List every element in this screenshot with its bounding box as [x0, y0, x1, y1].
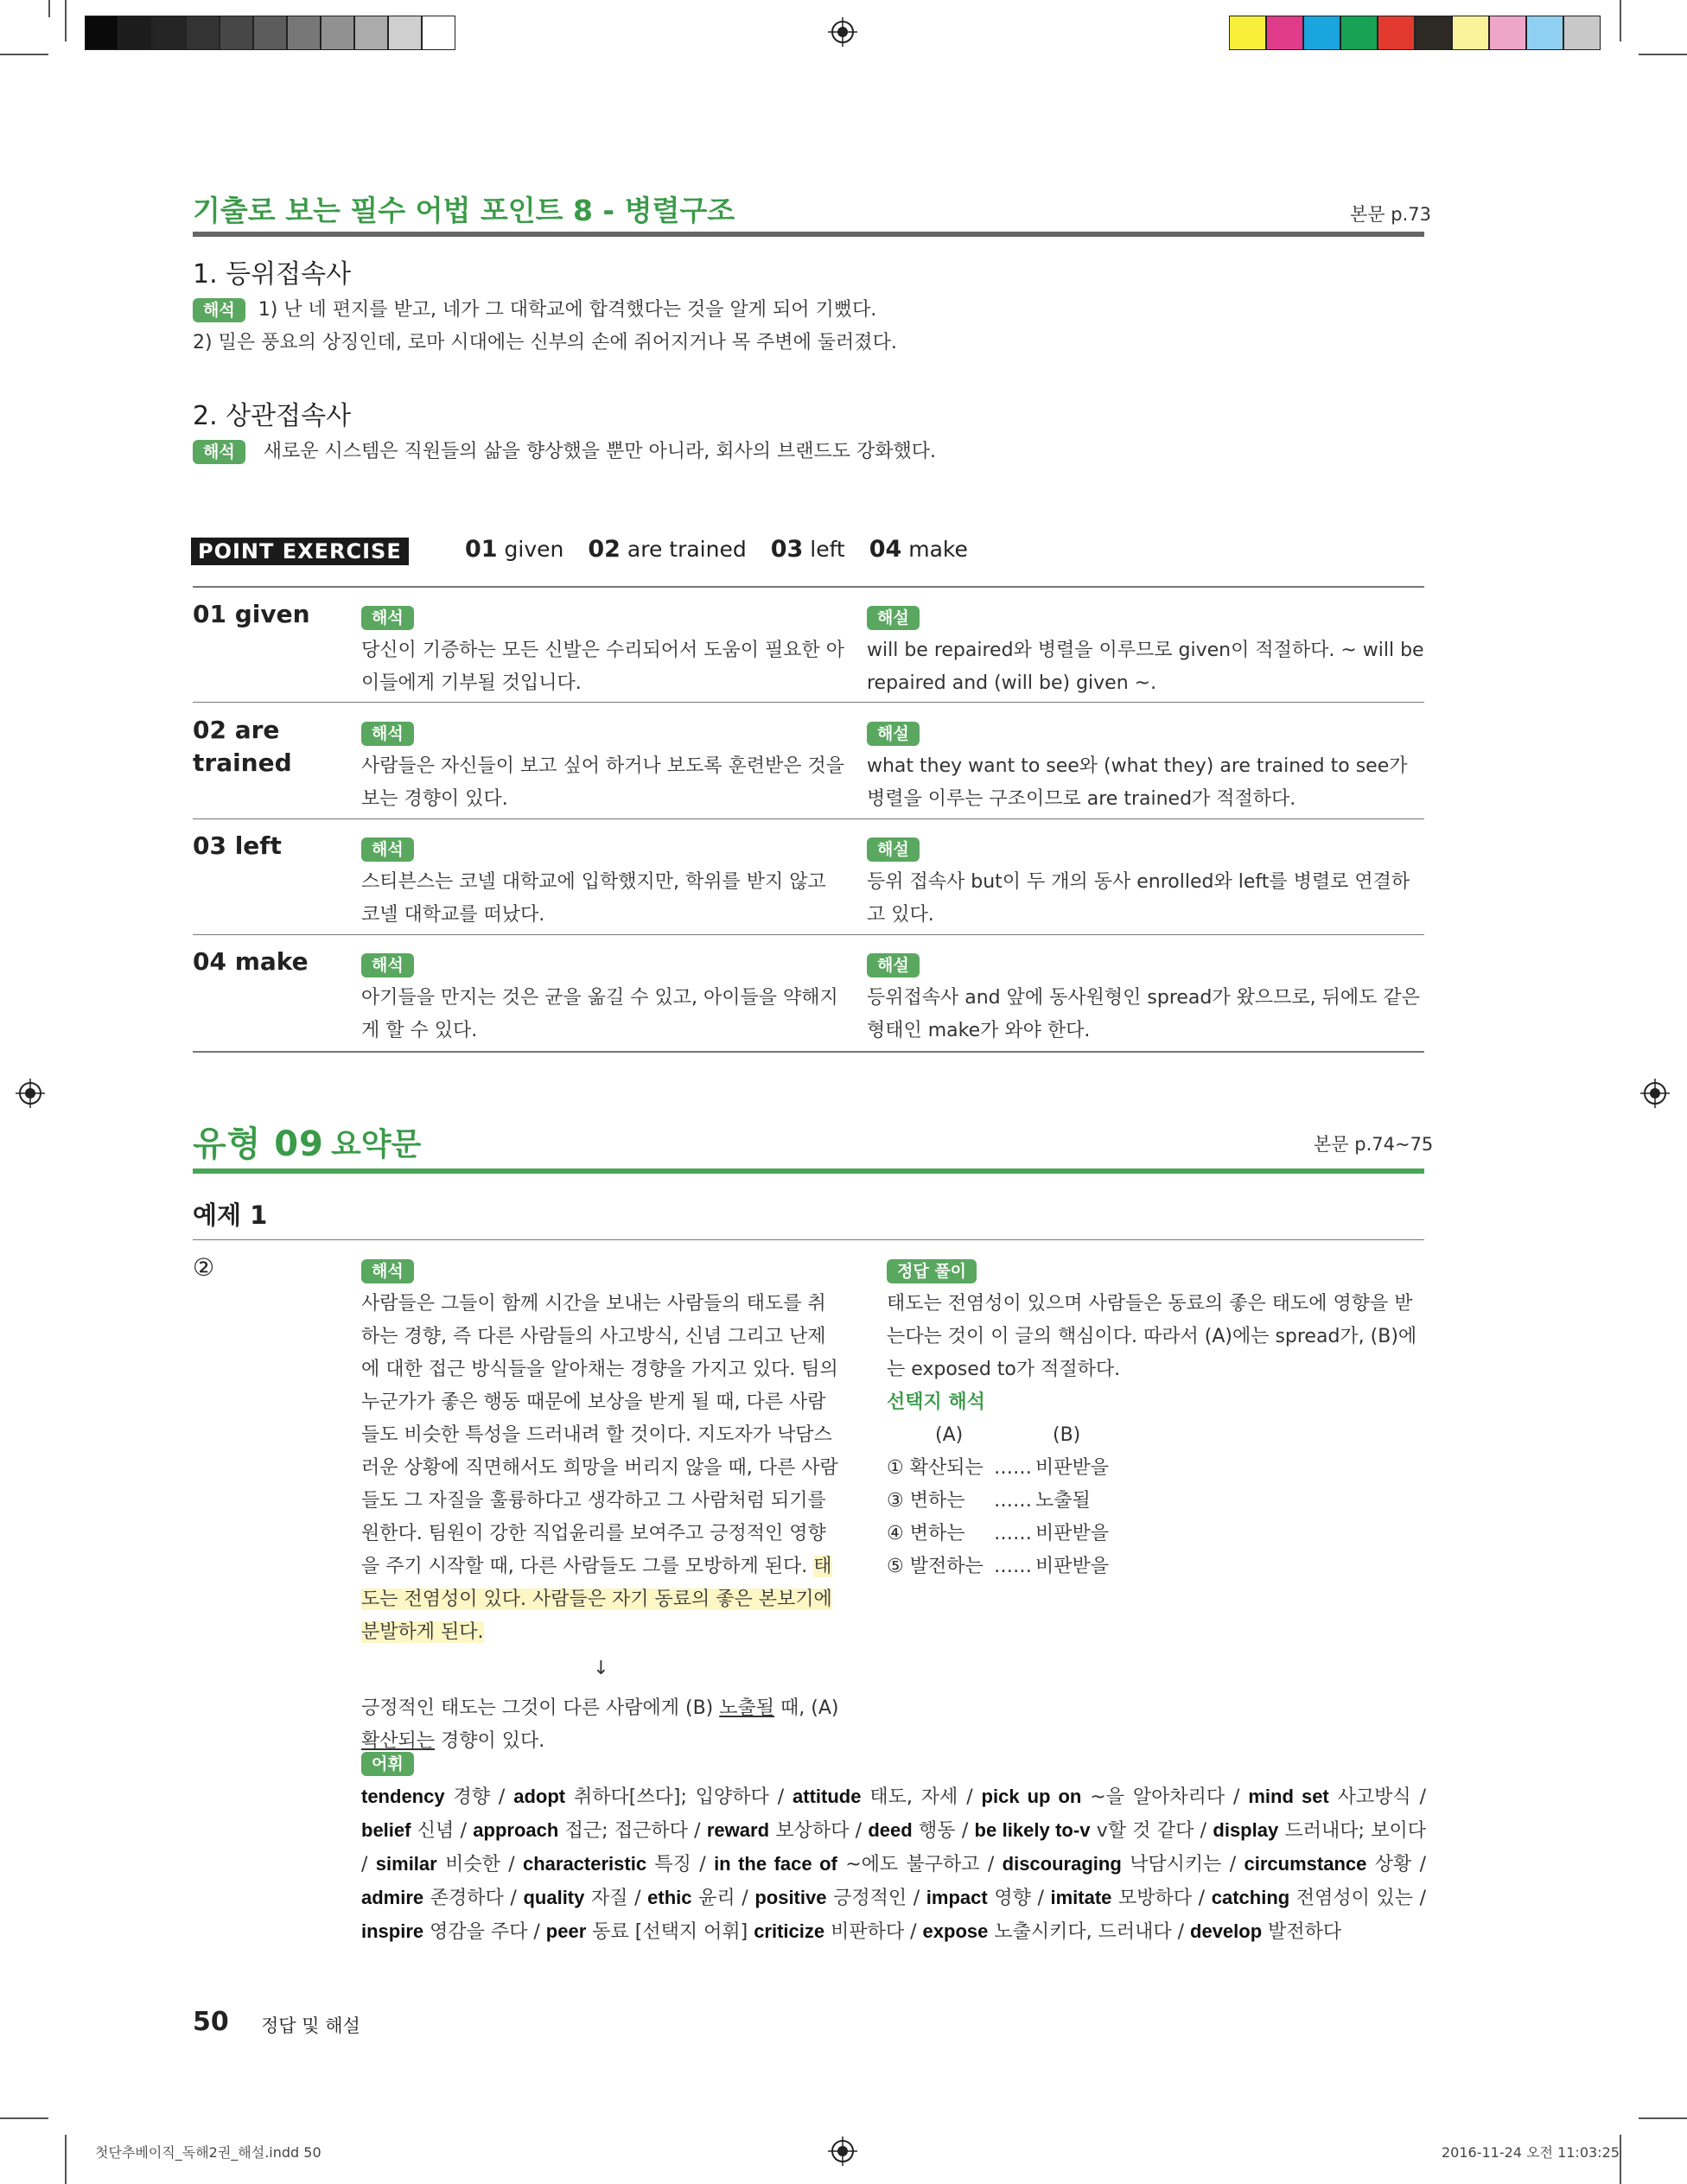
- vocab-word: impact: [926, 1887, 988, 1908]
- vocab-word: peer: [545, 1920, 587, 1942]
- gray-swatch: [85, 16, 118, 50]
- exercise-translation: [361, 602, 845, 700]
- exercise-row-label: 04 make: [193, 947, 309, 976]
- file-name: 첫단추베이직_독해2권_해설.indd 50: [95, 2144, 321, 2161]
- column-b-label: (B): [1053, 1424, 1081, 1446]
- crop-mark: [65, 2135, 67, 2184]
- divider: [193, 586, 1424, 588]
- vocab-word: quality: [523, 1887, 585, 1908]
- crop-mark: [48, 0, 50, 17]
- subsection-title: 1. 등위접속사: [193, 259, 352, 290]
- exercise-row-label: 03 left: [193, 831, 282, 860]
- explanation-text: will be repaired와 병렬을 이루므로 given이 적절하다. ~ will be repaired and (will be) given ~.: [867, 640, 1424, 694]
- choice-row: ③ 변하는 …… 노출될: [887, 1490, 1091, 1512]
- highlighted-sentence: 태도는 전염성이 있다. 사람들은 자기 동료의 좋은 본보기에 분발하게 된다.: [361, 1556, 832, 1643]
- exercise-row-label: 02 are trained: [193, 716, 292, 777]
- crop-mark: [1620, 0, 1621, 41]
- color-swatch: [1340, 16, 1378, 50]
- color-swatch: [1526, 16, 1563, 50]
- vocab-word: display: [1213, 1819, 1279, 1841]
- translation-text: 아기들을 만지는 것은 균을 옮길 수 있고, 아이들을 약해지게 할 수 있다.: [361, 987, 838, 1041]
- answer-item: [771, 536, 845, 563]
- translation-badge: 해석: [361, 606, 414, 630]
- translation-badge: 해석: [361, 1259, 414, 1283]
- answer-word: given: [497, 537, 564, 562]
- gray-swatch: [220, 16, 253, 50]
- print-timestamp: 2016-11-24 오전 11:03:25: [1442, 2144, 1620, 2161]
- section-title: 요약문: [331, 1127, 422, 1162]
- answer-word: are trained: [620, 537, 747, 562]
- exercise-explanation: [867, 833, 1424, 932]
- gray-swatch: [152, 16, 186, 50]
- gray-swatch: [253, 16, 287, 50]
- subsection-title: 2. 상관접속사: [193, 401, 352, 431]
- color-swatch: [1415, 16, 1452, 50]
- crop-mark: [1639, 2117, 1687, 2119]
- divider: [193, 1051, 1424, 1053]
- solution-badge: 정답 풀이: [887, 1259, 977, 1283]
- choice-title: 선택지 해석: [887, 1391, 985, 1413]
- column-a-label: (A): [935, 1424, 964, 1446]
- choice-header: [887, 1419, 1424, 1452]
- vocab-word: catching: [1211, 1887, 1290, 1908]
- vocab-word: circumstance: [1244, 1853, 1367, 1875]
- divider: [193, 702, 1424, 703]
- example-title: 예제 1: [193, 1200, 268, 1230]
- gray-swatch: [118, 16, 152, 50]
- vocab-word: in the face of: [714, 1853, 837, 1875]
- gray-swatch: [354, 16, 388, 50]
- vocab-word: reward: [706, 1819, 770, 1841]
- page-label: 정답 및 해설: [261, 2015, 360, 2036]
- exercise-row-label: 01 given: [193, 600, 310, 628]
- explanation-badge: 해설: [867, 953, 920, 977]
- translation-text: 1) 난 네 편지를 받고, 네가 그 대학교에 합격했다는 것을 알게 되어 기뻤다.: [258, 299, 877, 321]
- color-swatch: [1303, 16, 1340, 50]
- answer-number: 04: [869, 536, 902, 563]
- answer-number: ②: [193, 1253, 215, 1282]
- gray-swatch: [422, 16, 455, 50]
- registration-mark: [1640, 1079, 1670, 1108]
- translation-text: 스티븐스는 코넬 대학교에 입학했지만, 학위를 받지 않고 코넬 대학교를 떠났다.: [361, 871, 826, 926]
- summary-sentence: 긍정적인 태도는 그것이 다른 사람에게 (B) 노출될 때, (A) 확산되는 경향이 있다.: [361, 1697, 839, 1752]
- solution-block: [887, 1255, 1424, 1583]
- vocab-word: develop: [1190, 1920, 1263, 1942]
- gray-swatch: [287, 16, 321, 50]
- vocab-word: adopt: [513, 1786, 566, 1807]
- choice-row: ① 확산되는 …… 비판받을: [887, 1457, 1110, 1479]
- translation-text: 2) 밀은 풍요의 상징인데, 로마 시대에는 신부의 손에 쥐어지거나 목 주변에 둘러졌다.: [193, 332, 897, 353]
- color-swatch: [1266, 16, 1303, 50]
- color-swatch: [1229, 16, 1266, 50]
- exercise-explanation: [867, 602, 1424, 700]
- gray-swatch: [321, 16, 354, 50]
- vocab-text: tendency 경향 / adopt 취하다[쓰다]; 입양하다 / attitude 태도, 자세 / pick up on ~을 알아차리다 / mind set 사고방식 / belief 신념 / approach 접근; 접근하다 / reward 보상하다 / deed 행동 / be likely to-v v할 것 같다 / display 드러내다; 보이다 / similar 비슷한 / characteristic 특징 / in the face of ~에도 불구하고 / discouraging 낙담시키는 / circumstance 상황 / admire 존경하다 / quality 자질 / ethic 윤리 / positive 긍정적인 / impact 영향 / imitate 모방하다 / catching 전염성이 있는 / inspire 영감을 주다 / peer 동료 [선택지 어휘] criticize 비판하다 / expose 노출시키다, 드러내다 / develop 발전하다: [361, 1786, 1427, 1943]
- exercise-explanation: [867, 717, 1424, 816]
- exercise-translation: [361, 833, 845, 932]
- translation-text: 새로운 시스템은 직원들의 삶을 향상했을 뿐만 아니라, 회사의 브랜드도 강화했다.: [263, 441, 936, 462]
- answer-summary: [465, 536, 992, 563]
- registration-mark: [828, 17, 857, 47]
- answer-item: [465, 536, 563, 563]
- grayscale-bar: [85, 16, 456, 50]
- page-reference: 본문 p.74~75: [1314, 1134, 1434, 1155]
- vocab-word: approach: [473, 1819, 559, 1841]
- exercise-translation: [361, 717, 845, 816]
- translation-text: 당신이 기증하는 모든 신발은 수리되어서 도움이 필요한 아이들에게 기부될 것입니다.: [361, 640, 845, 694]
- explanation-badge: 해설: [867, 606, 920, 630]
- color-bar: [1229, 16, 1601, 50]
- section-title: 기출로 보는 필수 어법 포인트 8 - 병렬구조: [193, 194, 735, 227]
- vocab-word: characteristic: [522, 1853, 647, 1875]
- vocab-word: criticize: [754, 1920, 825, 1942]
- divider: [193, 818, 1424, 819]
- vocab-word: inspire: [361, 1920, 424, 1942]
- vocab-word: mind set: [1248, 1786, 1329, 1807]
- crop-mark: [65, 0, 67, 41]
- vocab-word: be likely to-v: [974, 1819, 1091, 1841]
- explanation-badge: 해설: [867, 722, 920, 746]
- vocab-block: [361, 1748, 1426, 1949]
- registration-mark: [828, 2136, 857, 2166]
- explanation-badge: 해설: [867, 837, 920, 862]
- vocab-word: ethic: [647, 1887, 692, 1908]
- vocab-word: discouraging: [1002, 1853, 1122, 1875]
- section-divider: [193, 1168, 1424, 1174]
- vocab-badge: 어휘: [361, 1752, 414, 1776]
- explanation-text: 등위접속사 and 앞에 동사원형인 spread가 왔으므로, 뒤에도 같은 형태인 make가 와야 한다.: [867, 987, 1420, 1041]
- translation-badge: 해석: [361, 722, 414, 746]
- translation-block: [193, 436, 1420, 468]
- choice-row: ⑤ 발전하는 …… 비판받을: [887, 1556, 1110, 1577]
- choice-row: ④ 변하는 …… 비판받을: [887, 1523, 1110, 1544]
- crop-mark: [1620, 2135, 1621, 2184]
- crop-mark: [0, 54, 48, 55]
- vocab-word: expose: [922, 1920, 989, 1942]
- down-arrow-icon: ↓: [593, 1658, 609, 1679]
- translation-badge: 해석: [361, 953, 414, 977]
- color-swatch: [1378, 16, 1415, 50]
- color-swatch: [1452, 16, 1489, 50]
- exercise-explanation: [867, 949, 1424, 1047]
- answer-number: 02: [588, 536, 621, 563]
- registration-mark: [16, 1079, 45, 1108]
- point-exercise-logo: POINT EXERCISE: [191, 538, 409, 565]
- color-swatch: [1563, 16, 1601, 50]
- vocab-word: admire: [361, 1887, 424, 1908]
- solution-text: 태도는 전염성이 있으며 사람들은 동료의 좋은 태도에 영향을 받는다는 것이 이 글의 핵심이다. 따라서 (A)에는 spread가, (B)에는 exposed to가 적절하다.: [887, 1293, 1417, 1380]
- translation-badge: 해석: [193, 440, 245, 464]
- vocab-word: pick up on: [981, 1786, 1082, 1807]
- divider: [193, 1239, 1424, 1240]
- vocab-word: belief: [361, 1819, 411, 1841]
- translation-text: 사람들은 자신들이 보고 싶어 하거나 보도록 훈련받은 것을 보는 경향이 있다.: [361, 755, 845, 810]
- section-title-number: 유형 09: [193, 1124, 324, 1164]
- explanation-text: 등위 접속사 but이 두 개의 동사 enrolled와 left를 병렬로 연결하고 있다.: [867, 871, 1410, 926]
- translation-badge: 해석: [361, 837, 414, 862]
- translation-badge: 해석: [193, 298, 245, 322]
- translation-block: [193, 294, 1420, 360]
- vocab-word: tendency: [361, 1786, 445, 1807]
- passage-translation: [361, 1255, 841, 1758]
- explanation-text: what they want to see와 (what they) are trained to see가 병렬을 이루는 구조이므로 are trained가 적절하다.: [867, 755, 1408, 810]
- color-swatch: [1489, 16, 1526, 50]
- answer-number: 01: [465, 536, 498, 563]
- section-divider: [193, 232, 1424, 237]
- gray-swatch: [388, 16, 422, 50]
- answer-item: [869, 536, 968, 563]
- answer-word: left: [803, 537, 845, 562]
- choice-list: [887, 1452, 1424, 1583]
- divider: [193, 934, 1424, 935]
- exercise-translation: [361, 949, 845, 1047]
- crop-mark: [1639, 54, 1687, 55]
- vocab-word: similar: [375, 1853, 437, 1875]
- gray-swatch: [186, 16, 220, 50]
- vocab-word: attitude: [793, 1786, 862, 1807]
- crop-mark: [0, 2117, 48, 2119]
- vocab-word: deed: [868, 1819, 913, 1841]
- answer-number: 03: [770, 536, 804, 563]
- answer-item: [588, 536, 746, 563]
- page-number: 50: [193, 2007, 229, 2037]
- page-reference: 본문 p.73: [1350, 204, 1431, 225]
- vocab-word: imitate: [1050, 1887, 1112, 1908]
- vocab-word: positive: [754, 1887, 827, 1908]
- answer-word: make: [901, 537, 968, 562]
- translation-text: 사람들은 그들이 함께 시간을 보내는 사람들의 태도를 취하는 경향, 즉 다른 사람들의 사고방식, 신념 그리고 난제에 대한 접근 방식들을 알아채는 경향을 가지고 있다. 팀의 누군가가 좋은 행동 때문에 보상을 받게 될 때, 다른 사람들도 비슷한 특성을 드러내려 할 것이다. 지도자가 낙담스러운 상황에 직면해서도 희망을 버리지 않을 때, 다른 사람들도 그 자질을 훌륭하다고 생각하고 그 사람처럼 되기를 원한다. 팀원이 강한 직업윤리를 보여주고 긍정적인 영향을 주기 시작할 때, 다른 사람들도 그를 모방하게 된다.: [361, 1293, 838, 1577]
